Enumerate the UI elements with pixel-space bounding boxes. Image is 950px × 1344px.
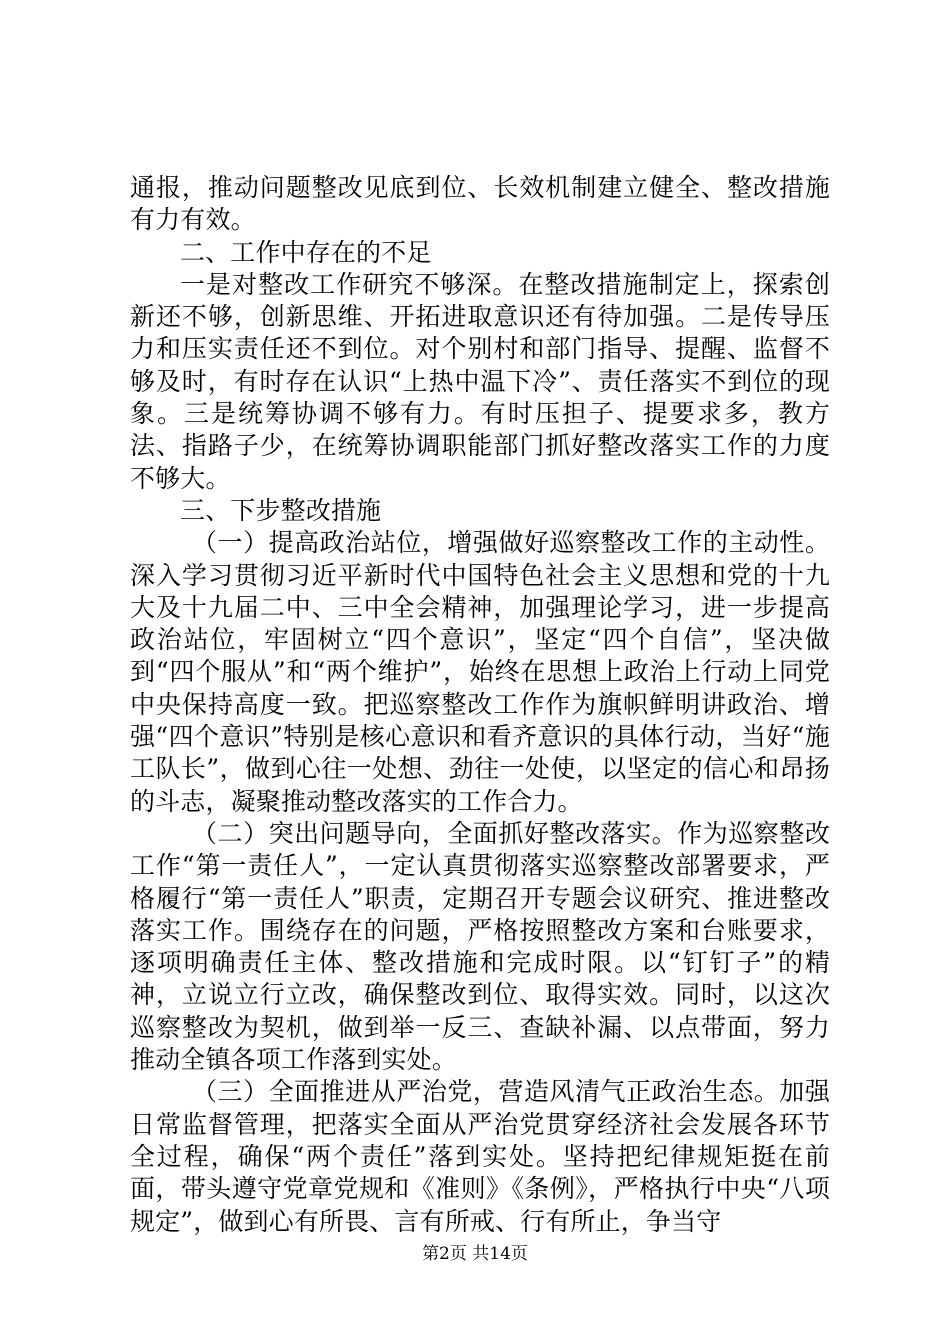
document-body [130, 172, 830, 1238]
section-heading-shortcomings: 二、工作中存在的不足 [180, 237, 432, 267]
paragraph-measure-2: （二）突出问题导向，全面抓好整改落实。作为巡察整改工作“第一责任人”，一定认真贯彻落实巡察整改部署要求，严格履行“第一责任人”职责，定期召开专题会议研究、推进整改落实工作。围绕存在的问题，严格按照整改方案和台账要求，逐项明确责任主体、整改措施和完成时限。以“钉钉子”的精神，立说立行立改，确保整改到位、取得实效。同时，以这次巡察整改为契机，做到举一反三、查缺补漏、以点带面，努力推动全镇各项工作落到实处。 [130, 818, 830, 1075]
paragraph-measure-3: （三）全面推进从严治党，营造风清气正政治生态。加强日常监督管理，把落实全面从严治党贯穿经济社会发展各环节全过程，确保“两个责任”落到实处。坚持把纪律规矩挺在前面，带头遵守党章党规和《准则》《条例》，严格执行中央“八项规定”，做到心有所畏、言有所戒、行有所止，争当守 [130, 1077, 830, 1236]
paragraph-shortcomings: 一是对整改工作研究不够深。在整改措施制定上，探索创新还不够，创新思维、开拓进取意识还有待加强。二是传导压力和压实责任还不到位。对个别村和部门指导、提醒、监督不够及时，有时存在认识“上热中温下冷”、责任落实不到位的现象。三是统筹协调不够有力。有时压担子、提要求多，教方法、指路子少，在统筹协调职能部门抓好整改落实工作的力度不够大。 [130, 269, 830, 493]
section-heading-next-steps: 三、下步整改措施 [180, 495, 382, 525]
paragraph-measure-1: （一）提高政治站位，增强做好巡察整改工作的主动性。深入学习贯彻习近平新时代中国特色社会主义思想和党的十九大及十九届二中、三中全会精神，加强理论学习，进一步提高政治站位，牢固树立“四个意识”，坚定“四个自信”，坚决做到“四个服从”和“两个维护”，始终在思想上政治上行动上同党中央保持高度一致。把巡察整改工作作为旗帜鲜明讲政治、增强“四个意识”特别是核心意识和看齐意识的具体行动，当好“施工队长”，做到心往一处想、劲往一处使，以坚定的信心和昂扬的斗志，凝聚推动整改落实的工作合力。 [130, 528, 830, 816]
page-number-footer: 第2页 共14页 [422, 1244, 528, 1264]
paragraph-continuation: 通报，推动问题整改见底到位、长效机制建立健全、整改措施有力有效。 [130, 173, 830, 235]
